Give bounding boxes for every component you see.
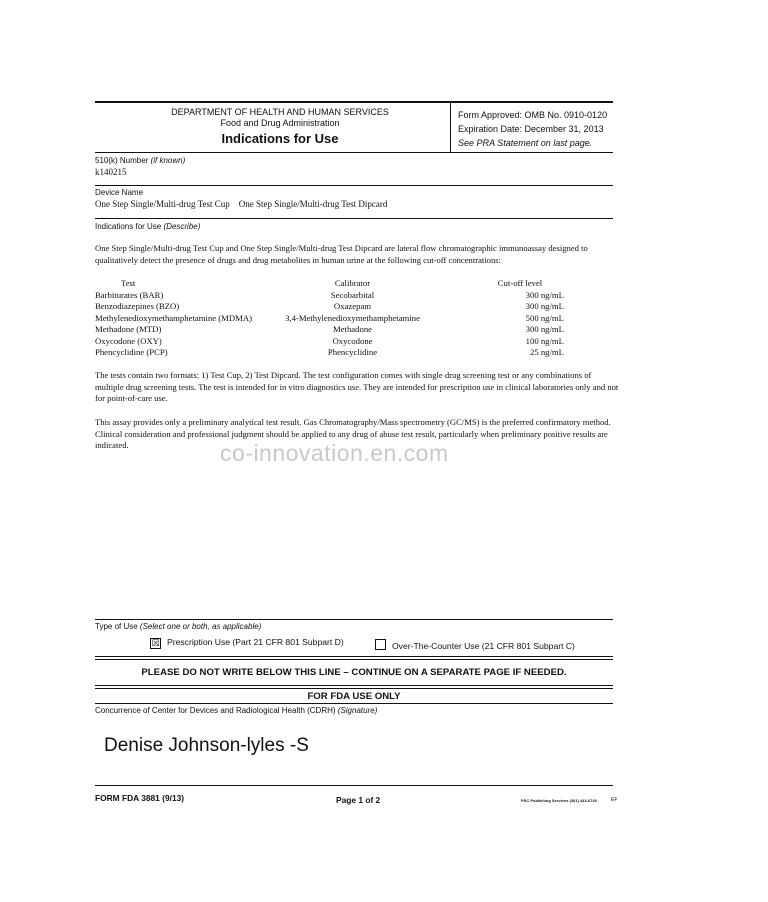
indications-label: Indications for Use xyxy=(95,222,162,231)
cell-cutoff: 25 ng/mL xyxy=(529,347,564,357)
type-of-use-rule xyxy=(95,619,613,620)
form-title: Indications for Use xyxy=(221,131,339,146)
type-of-use-label: Type of Use xyxy=(95,622,138,631)
footer-rule xyxy=(95,785,613,786)
cell-cutoff: 300 ng/mL xyxy=(525,301,564,311)
type-of-use-label-note: (Select one or both, as applicable) xyxy=(139,622,262,631)
publisher-note: PSC Publishing Services (301) 443-6740 xyxy=(521,798,597,803)
cell-calibrator: Methadone xyxy=(332,324,373,334)
form-approved: Form Approved: OMB No. 0910-0120 xyxy=(458,110,608,120)
indications-label-note: (Describe) xyxy=(163,222,201,231)
header-calibrator: Calibrator xyxy=(334,278,371,288)
table-header xyxy=(95,278,565,290)
ef-mark: EF xyxy=(611,797,618,803)
cell-test: Barbiturates (BAR) xyxy=(95,289,164,300)
cell-calibrator: Oxycodone xyxy=(332,335,373,346)
prescription-use-checkbox[interactable]: ☒ xyxy=(151,638,160,648)
page-number: Page 1 of 2 xyxy=(336,795,381,805)
fda-use-rule-2 xyxy=(95,688,613,689)
table-row xyxy=(95,324,565,336)
header-test: Test xyxy=(121,278,136,288)
indications-intro: One Step Single/Multi-drug Test Cup and One Step Single/Multi-drug Test Dipcard are lateral flow chromatographic immunoassay designed to qualitatively detect the presence of drugs and drug metabolites in human urine at the following cut-off concentrations: xyxy=(95,243,588,265)
k510-number: k140215 xyxy=(95,167,127,177)
prescription-use-label: Prescription Use (Part 21 CFR 801 Subpart D) xyxy=(167,637,344,647)
header-divider xyxy=(450,103,451,152)
cell-test: Benzodiazepines (BZO) xyxy=(95,301,180,311)
concurrence-label-note: (Signature) xyxy=(337,706,378,715)
cell-test: Methylenedioxymethamphetamine (MDMA) xyxy=(95,312,253,323)
cell-cutoff: 300 ng/mL xyxy=(525,324,564,334)
header-top-rule xyxy=(95,101,613,103)
agency-name: Food and Drug Administration xyxy=(220,118,340,128)
cell-cutoff: 100 ng/mL xyxy=(525,335,564,346)
otc-use-label: Over-The-Counter Use (21 CFR 801 Subpart C) xyxy=(392,641,575,651)
concurrence-label-row xyxy=(95,706,377,715)
fda-use-rule-3 xyxy=(95,703,613,704)
k510-rule xyxy=(95,185,613,186)
k510-label: 510(k) Number xyxy=(95,156,149,165)
table-row xyxy=(95,301,565,313)
cell-cutoff: 300 ng/mL xyxy=(525,289,564,300)
prescription-use-option[interactable] xyxy=(150,637,344,649)
do-not-write-notice: PLEASE DO NOT WRITE BELOW THIS LINE – CONTINUE ON A SEPARATE PAGE IF NEEDED. xyxy=(141,667,567,678)
expiration-date: Expiration Date: December 31, 2013 xyxy=(458,124,604,134)
table-row xyxy=(95,347,565,359)
header-bottom-rule xyxy=(95,152,613,153)
cell-test: Phencyclidine (PCP) xyxy=(95,347,168,357)
header-right xyxy=(458,108,607,150)
table-row xyxy=(95,290,565,302)
form-number: FORM FDA 3881 (9/13) xyxy=(95,793,185,803)
pra-note: See PRA Statement on last page. xyxy=(458,138,593,148)
formats-paragraph: The tests contain two formats: 1) Test Cup, 2) Test Dipcard. The test configuration comes with single drug screening test or any combinations of multiple drug screening tests. The test is intended for in vitro diagnostics use. They are intended for prescription use in clinical laboratories only and not for point-of-care use. xyxy=(95,370,619,403)
table-row xyxy=(95,336,565,348)
cell-calibrator: Phencyclidine xyxy=(327,347,378,357)
header-left xyxy=(160,107,400,129)
cutoff-table xyxy=(95,278,565,363)
device-name-value: One Step Single/Multi-drug Test Cup One Step Single/Multi-drug Test Dipcard xyxy=(95,199,388,209)
type-of-use-label-row xyxy=(95,622,261,631)
preliminary-result-paragraph: This assay provides only a preliminary analytical test result. Gas Chromatography/Mass spectrometry (GC/MS) is the preferred confirmatory method. Clinical consideration and professional judgment should be applied to any drug of abuse test result, particularly when preliminary positive results are indicated. xyxy=(95,417,611,450)
do-not-write-rule-top xyxy=(95,656,613,657)
k510-label-row xyxy=(95,156,185,165)
device-name-label: Device Name xyxy=(95,188,144,197)
fda-use-only-heading: FOR FDA USE ONLY xyxy=(307,691,401,702)
device-rule xyxy=(95,218,613,219)
watermark: co-innovation.en.com xyxy=(220,440,449,466)
header-cutoff: Cut-off level xyxy=(497,278,543,288)
cell-cutoff: 500 ng/mL xyxy=(525,312,564,323)
cell-calibrator: 3,4-Methylenedioxymethamphetamine xyxy=(285,312,420,323)
otc-use-option[interactable] xyxy=(375,639,575,651)
k510-label-note: (if known) xyxy=(150,156,186,165)
cell-test: Methadone (MTD) xyxy=(95,324,162,334)
indications-label-row xyxy=(95,222,200,231)
cell-calibrator: Oxazepam xyxy=(333,301,372,311)
table-row xyxy=(95,313,565,325)
otc-use-checkbox[interactable] xyxy=(375,639,386,650)
signature: Denise Johnson-lyles -S xyxy=(104,735,309,756)
do-not-write-rule-top-2 xyxy=(95,659,613,660)
cell-calibrator: Secobarbital xyxy=(330,289,375,300)
fda-use-rule-1 xyxy=(95,685,613,686)
concurrence-label: Concurrence of Center for Devices and Radiological Health (CDRH) xyxy=(95,706,336,715)
department-name: DEPARTMENT OF HEALTH AND HUMAN SERVICES xyxy=(171,107,389,117)
cell-test: Oxycodone (OXY) xyxy=(95,335,162,346)
